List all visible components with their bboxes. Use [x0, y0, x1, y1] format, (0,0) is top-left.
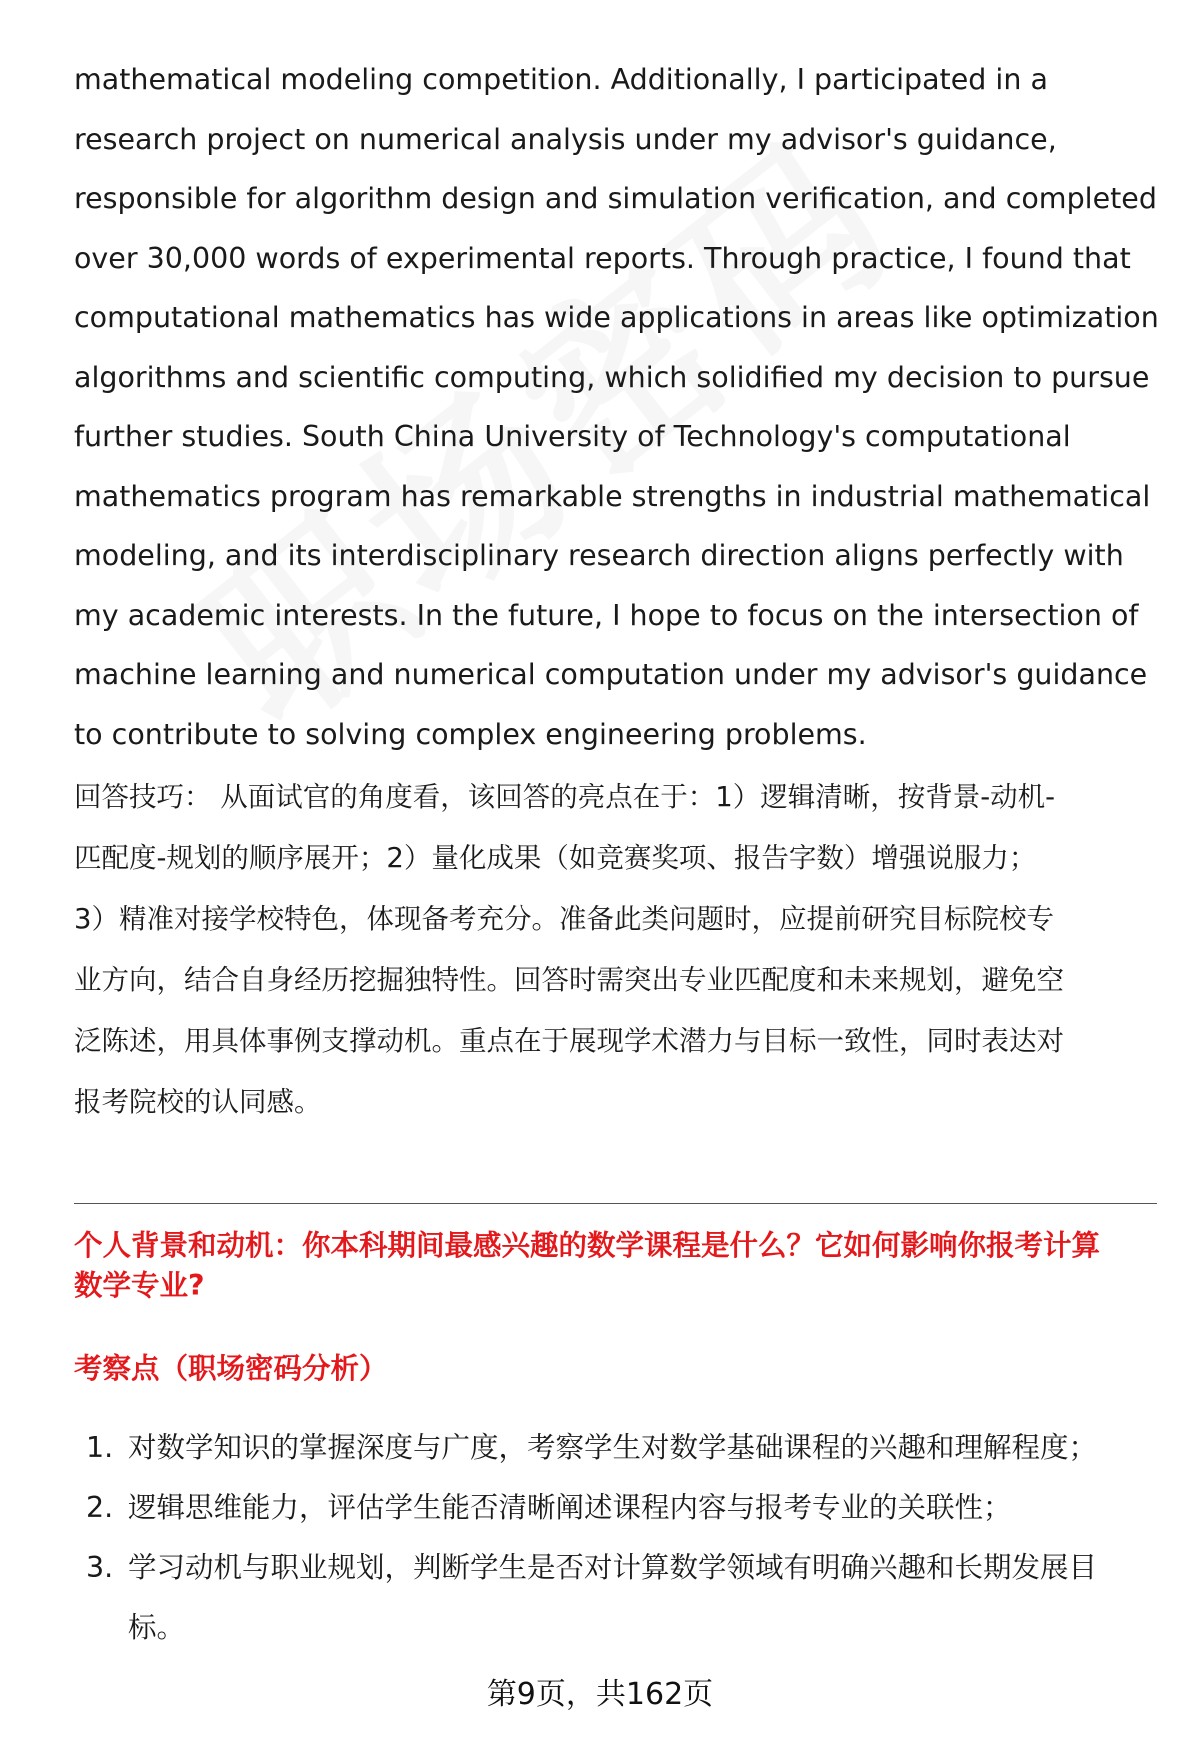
paragraph-line: 业方向，结合自身经历挖掘独特性。回答时需突出专业匹配度和未来规划，避免空 [74, 964, 1064, 996]
paragraph-line: modeling, and its interdisciplinary research direction aligns perfectly with [74, 539, 1124, 572]
page-number-footer: 第9页，共162页 [486, 1677, 714, 1712]
list-item-text: 逻辑思维能力，评估学生能否清晰阐述课程内容与报考专业的关联性； [128, 1491, 1012, 1524]
assessment-points-list [74, 1418, 1164, 1658]
section-divider [74, 1203, 1157, 1204]
paragraph-line: 回答技巧： 从面试官的角度看，该回答的亮点在于：1）逻辑清晰，按背景-动机- [74, 781, 1056, 813]
paragraph-line: responsible for algorithm design and simulation verification, and completed [74, 182, 1157, 215]
paragraph-line: further studies. South China University of Technology's computational [74, 420, 1071, 453]
list-item-text: 对数学知识的掌握深度与广度，考察学生对数学基础课程的兴趣和理解程度； [128, 1431, 1098, 1464]
english-answer-paragraph [74, 50, 1160, 764]
list-item [74, 1538, 1164, 1658]
list-number: 2. [86, 1491, 114, 1524]
paragraph-line: 3）精准对接学校特色，体现备考充分。准备此类问题时，应提前研究目标院校专 [74, 903, 1054, 935]
paragraph-line: to contribute to solving complex engineering problems. [74, 717, 867, 751]
list-item [74, 1418, 1164, 1478]
paragraph-line: algorithms and scientific computing, which solidified my decision to pursue [74, 360, 1150, 394]
list-item-text: 标。 [128, 1611, 186, 1644]
paragraph-line: 匹配度-规划的顺序展开；2）量化成果（如竞赛奖项、报告字数）增强说服力； [74, 842, 1037, 874]
list-number: 3. [86, 1551, 114, 1584]
paragraph-line: machine learning and numerical computation under my advisor's guidance [74, 658, 1148, 691]
paragraph-line: research project on numerical analysis under my advisor's guidance, [74, 122, 1057, 156]
question-line: 个人背景和动机：你本科期间最感兴趣的数学课程是什么？它如何影响你报考计算 [74, 1229, 1101, 1262]
section-title: 考察点（职场密码分析） [74, 1352, 388, 1385]
question-heading [74, 1226, 1164, 1306]
list-number: 1. [86, 1431, 114, 1464]
question-line: 数学专业? [74, 1269, 205, 1302]
paragraph-line: computational mathematics has wide applications in areas like optimization [74, 301, 1159, 334]
paragraph-line: mathematics program has remarkable strengths in industrial mathematical [74, 479, 1151, 513]
answer-tips-paragraph [74, 767, 1160, 1133]
paragraph-line: mathematical modeling competition. Additionally, I participated in a [74, 63, 1048, 96]
paragraph-line: my academic interests. In the future, I hope to focus on the intersection of [74, 598, 1139, 632]
paragraph-line: over 30,000 words of experimental reports. Through practice, I found that [74, 241, 1131, 275]
paragraph-line: 泛陈述，用具体事例支撑动机。重点在于展现学术潜力与目标一致性，同时表达对 [74, 1025, 1064, 1057]
paragraph-line: 报考院校的认同感。 [74, 1086, 322, 1118]
list-item-text: 学习动机与职业规划，判断学生是否对计算数学领域有明确兴趣和长期发展目 [128, 1551, 1098, 1584]
list-item [74, 1478, 1164, 1538]
